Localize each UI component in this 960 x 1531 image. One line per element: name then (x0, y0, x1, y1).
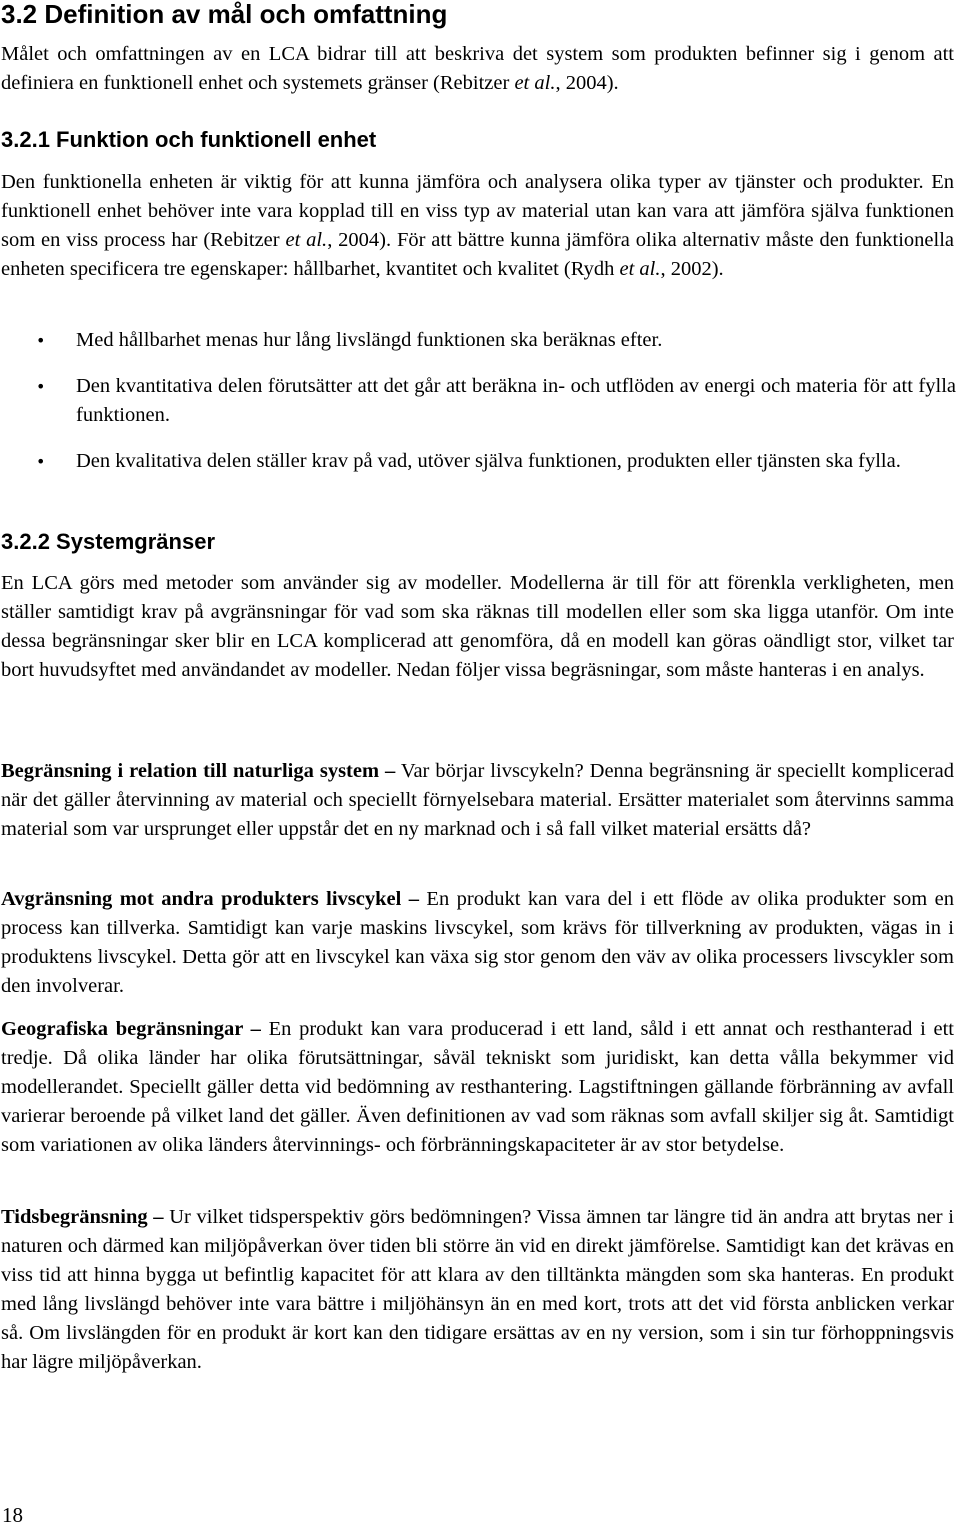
bullet-dot-icon: • (36, 377, 46, 396)
boundary-other-lifecycles-paragraph: Avgränsning mot andra produkters livscykel – En produkt kan vara del i ett flöde av olika produkter som en process kan tillverka. Samtidigt kan varje maskins livscykel, som krävs för tillverkning av produkten, vägas in i produktens livscykel. Detta gör att en livscykel kan växa sig stor genom den väv av olika processers livscykler som den involverar. (1, 888, 955, 997)
boundary-time-paragraph: Tidsbegränsning – Ur vilket tidsperspektiv görs bedömningen? Vissa ämnen tar längre tid än andra att brytas ner i naturen och därmed kan miljöpåverkan över tiden bli större än vid en direkt jämförelse. Samtidigt kan det krävas en viss tid att hinna bygga ut befintlig kapacitet för att klara av den tilltänkta mängden som ska hanteras. En produkt med lång livslängd behöver inte vara bättre i miljöhänsyn än en med kort, trots att det vid första anblicken verkar så. Om livslängden för en produkt är kort kan den tidigare ersättas av en ny version, som i sin tur förhoppningsvis har lägre miljöpåverkan. (1, 1206, 954, 1373)
bullet-item: • Med hållbarhet menas hur lång livslängd funktionen ska beräknas efter. (0, 326, 956, 355)
bullet-dot-icon: • (36, 331, 46, 350)
bullet-item: • Den kvalitativa delen ställer krav på vad, utöver själva funktionen, produkten eller tjänsten ska fylla. (0, 447, 956, 476)
functional-unit-paragraph: Den funktionella enheten är viktig för att kunna jämföra och analysera olika typer av tjänster och produkter. En funktionell enhet behöver inte vara kopplad till en viss typ av material utan kan vara att jämföra själva funktionen som en viss process har (Rebitzer et al., 2004). För att bättre kunna jämföra olika alternativ måste den funktionella enheten specificera tre egenskaper: hållbarhet, kvantitet och kvalitet (Rydh et al., 2002). (1, 171, 954, 280)
page-number: 18 (2, 1503, 23, 1527)
boundary-geographic-paragraph: Geografiska begränsningar – En produkt kan vara producerad i ett land, såld i ett annat och resthanterad i ett tredje. Då olika länder har olika förutsättningar, såväl tekniskt som juridiskt, kan detta vålla bekymmer vid modellerandet. Speciellt gäller detta vid bedömning av resthantering. Lagstiftningen gällande förbränning av avfall varierar beroende på vilket land det gäller. Även definitionen av vad som räknas som avfall skiljer sig åt. Samtidigt som variationen av olika länders återvinnings- och förbränningskapaciteter är av stor betydelse. (1, 1018, 955, 1156)
subsection-heading-function: 3.2.1 Funktion och funktionell enhet (1, 127, 377, 152)
system-boundaries-intro-paragraph: En LCA görs med metoder som använder sig av modeller. Modellerna är till för att förenkla verkligheten, men ställer samtidigt krav på avgränsningar för vad som ska räknas till modellen eller som ska ligga utanför. Om inte dessa begränsningar sker blir en LCA komplicerad att genomföra, då en modell kan göras oändligt stor, vilket tar bort huvudsyftet med användandet av modeller. Nedan följer vissa begräsningar, som måste hanteras i en analys. (1, 572, 954, 681)
functional-unit-bullet-list (0, 326, 956, 493)
boundary-natural-systems-paragraph: Begränsning i relation till naturliga system – Var börjar livscykeln? Denna begränsning är speciellt komplicerad när det gäller återvinning av material och speciellt förnyelsebara material. Ersätter materialet som återvinns samma material som var ursprunget eller uppstår det en ny marknad och i så fall vilket material ersätts då? (1, 760, 954, 840)
section-intro-paragraph: Målet och omfattningen av en LCA bidrar till att beskriva det system som produkten befinner sig i genom att definiera en funktionell enhet och systemets gränser (Rebitzer et al., 2004). (1, 43, 954, 94)
bullet-dot-icon: • (36, 452, 46, 471)
subsection-heading-system-boundaries: 3.2.2 Systemgränser (1, 529, 216, 554)
section-heading: 3.2 Definition av mål och omfattning (1, 0, 448, 29)
bullet-item: • Den kvantitativa delen förutsätter att det går att beräkna in- och utflöden av energi och materia för att fylla funktionen. (0, 372, 956, 430)
